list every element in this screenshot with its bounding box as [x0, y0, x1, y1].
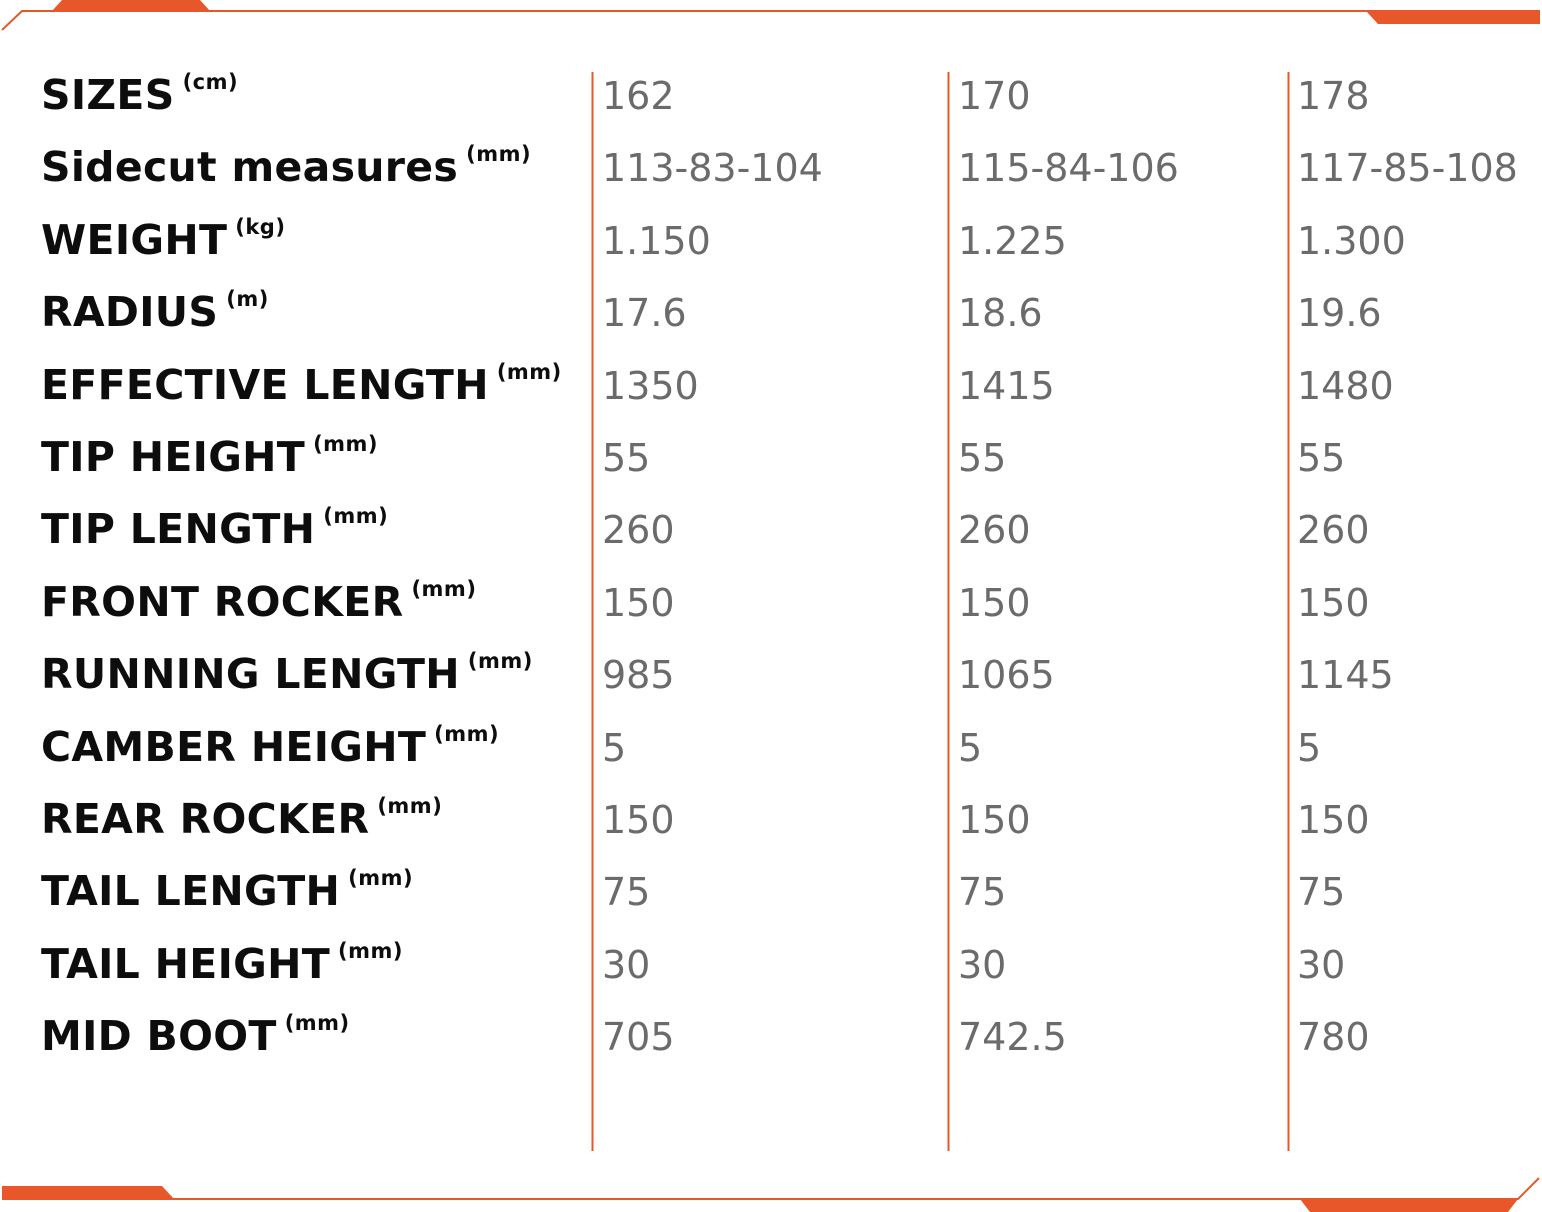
value-cell: 30: [602, 942, 651, 987]
value-cell: 178: [1297, 74, 1370, 118]
row-unit: (cm): [182, 70, 239, 94]
spec-row-weight: [0, 207, 1542, 279]
row-unit: (kg): [235, 214, 286, 239]
bottom-right-tab: [1300, 1199, 1518, 1212]
value-cell: 780: [1297, 1015, 1370, 1060]
value-cell: 1350: [602, 363, 699, 408]
row-unit: (mm): [467, 649, 533, 674]
row-label: [41, 215, 285, 264]
spec-row-camber-height: [0, 714, 1542, 786]
value-cell: 1.225: [958, 218, 1067, 263]
row-label-text: MID BOOT: [41, 1012, 277, 1061]
row-label: [41, 649, 533, 698]
row-label: [41, 287, 269, 336]
row-label-text: TAIL LENGTH: [41, 867, 341, 916]
value-cell: 30: [1297, 942, 1346, 987]
value-cell: 985: [602, 653, 675, 698]
value-cell: 115-84-106: [958, 146, 1179, 191]
row-unit: (mm): [377, 793, 443, 818]
value-cell: 55: [602, 435, 651, 480]
row-label-text: EFFECTIVE LENGTH: [41, 360, 489, 409]
spec-row-front-rocker: [0, 569, 1542, 641]
value-cell: 150: [958, 797, 1031, 842]
value-cell: 1.300: [1297, 218, 1406, 263]
value-cell: 150: [958, 580, 1031, 625]
spec-row-tip-length: [0, 496, 1542, 568]
value-cell: 1065: [958, 653, 1055, 698]
value-cell: 30: [958, 942, 1007, 987]
value-cell: 113-83-104: [602, 146, 823, 191]
row-unit: (mm): [337, 938, 403, 963]
row-label-text: SIZES: [41, 71, 175, 119]
row-label-text: Sidecut measures: [41, 143, 459, 192]
spec-row-tail-length: [0, 858, 1542, 930]
row-unit: (mm): [284, 1011, 350, 1036]
value-cell: 705: [602, 1015, 675, 1060]
value-cell: 18.6: [958, 291, 1043, 336]
row-label: [41, 1011, 350, 1060]
row-label: [41, 142, 531, 191]
spec-row-rear-rocker: [0, 786, 1542, 858]
row-label-text: TAIL HEIGHT: [41, 939, 330, 988]
value-cell: 150: [602, 580, 675, 625]
value-cell: 1480: [1297, 363, 1394, 408]
value-cell: 150: [1297, 580, 1370, 625]
row-label-text: RUNNING LENGTH: [41, 650, 460, 699]
bottom-left-tab: [2, 1186, 174, 1199]
row-label-text: FRONT ROCKER: [41, 577, 404, 626]
spec-row-radius: [0, 279, 1542, 351]
row-label: [41, 794, 442, 843]
row-label: [41, 866, 413, 915]
row-unit: (mm): [466, 142, 532, 167]
value-cell: 1.150: [602, 218, 711, 263]
row-label: [41, 70, 238, 119]
value-cell: 55: [958, 435, 1007, 480]
value-cell: 75: [1297, 870, 1346, 915]
row-label: [41, 722, 499, 771]
top-right-tab: [1366, 11, 1540, 24]
value-cell: 5: [602, 725, 627, 770]
value-cell: 260: [1297, 508, 1370, 553]
row-label-text: RADIUS: [41, 288, 219, 337]
spec-row-tip-height: [0, 424, 1542, 496]
row-unit: (mm): [348, 866, 414, 891]
row-label-text: TIP HEIGHT: [41, 432, 306, 481]
bottom-border-line: [2, 1178, 1539, 1199]
value-cell: 1145: [1297, 653, 1394, 698]
row-unit: (m): [226, 287, 269, 312]
row-label-text: WEIGHT: [41, 215, 228, 264]
value-cell: 260: [602, 508, 675, 553]
top-left-tab: [52, 0, 210, 11]
row-label-text: REAR ROCKER: [41, 794, 370, 843]
value-cell: 162: [602, 74, 675, 118]
value-cell: 260: [958, 508, 1031, 553]
row-label-text: CAMBER HEIGHT: [41, 722, 427, 771]
value-cell: 55: [1297, 435, 1346, 480]
value-cell: 75: [602, 870, 651, 915]
spec-row-tail-height: [0, 931, 1542, 1003]
value-cell: 150: [602, 797, 675, 842]
spec-row-running-length: [0, 641, 1542, 713]
value-cell: 1415: [958, 363, 1055, 408]
row-label: [41, 577, 476, 626]
value-cell: 150: [1297, 797, 1370, 842]
row-label: [41, 504, 388, 553]
value-cell: 117-85-108: [1297, 146, 1518, 191]
spec-row-sizes: [0, 62, 1542, 134]
row-unit: (mm): [496, 359, 562, 384]
row-unit: (mm): [313, 431, 379, 456]
row-label: [41, 360, 562, 409]
row-unit: (mm): [323, 504, 389, 529]
row-label: [41, 432, 378, 481]
value-cell: 17.6: [602, 291, 687, 336]
spec-row-sidecut: [0, 134, 1542, 206]
value-cell: 5: [1297, 725, 1322, 770]
row-unit: (mm): [434, 721, 500, 746]
value-cell: 742.5: [958, 1015, 1067, 1060]
value-cell: 75: [958, 870, 1007, 915]
row-label: [41, 939, 403, 988]
spec-row-mid-boot: [0, 1003, 1542, 1075]
value-cell: 170: [958, 74, 1031, 118]
row-unit: (mm): [411, 576, 477, 601]
value-cell: 19.6: [1297, 291, 1382, 336]
spec-table: [0, 62, 1542, 1075]
spec-row-effective-length: [0, 352, 1542, 424]
top-border-line: [2, 11, 1540, 30]
row-label-text: TIP LENGTH: [41, 505, 316, 554]
value-cell: 5: [958, 725, 983, 770]
